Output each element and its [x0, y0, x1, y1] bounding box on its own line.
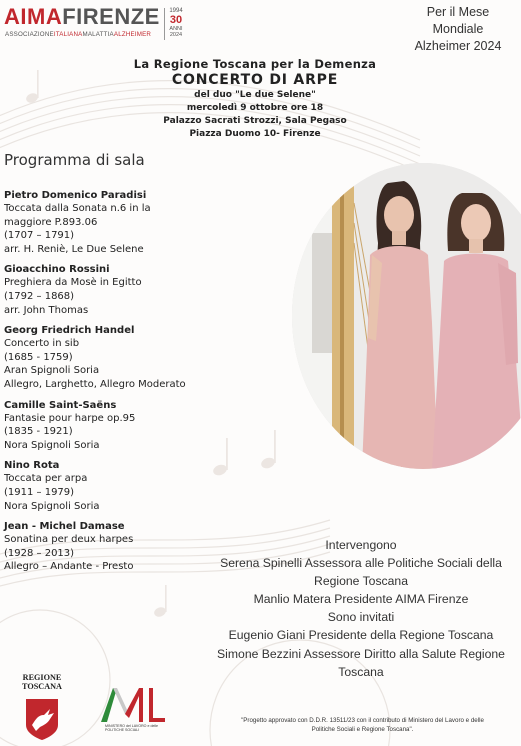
- piece-line: Nora Spignoli Soria: [4, 500, 100, 512]
- composer-name: Pietro Domenico Paradisi: [4, 190, 147, 201]
- piece-line: (1928 – 2013): [4, 547, 75, 559]
- duo-photo-illustration: [292, 163, 521, 469]
- logo-subtitle: [5, 31, 151, 38]
- pegaso-emblem-icon: [24, 697, 60, 741]
- program-item: [4, 459, 234, 513]
- piece-line: Toccata dalla Sonata n.6 in la: [4, 203, 151, 214]
- piece-line: (1707 – 1791): [4, 230, 75, 242]
- composer-name: Nino Rota: [4, 460, 60, 472]
- piece-line: (1685 - 1759): [4, 351, 73, 363]
- month-note-line: Mondiale: [432, 22, 484, 36]
- badge-number: 30: [169, 14, 183, 26]
- month-note-line: Per il Mese: [426, 5, 490, 19]
- speakers-heading: Intervengono: [325, 538, 397, 552]
- composer-name: Georg Friedrich Handel: [4, 325, 135, 337]
- invited-line: Toscana: [338, 664, 384, 679]
- event-address: Piazza Duomo 10- Firenze: [189, 129, 321, 139]
- piece-line: maggiore P.893.06: [4, 216, 98, 228]
- logo-sub-1: ASSOCIAZIONE: [5, 31, 54, 38]
- regione-text-line1: REGIONE: [22, 673, 62, 682]
- piece-line: arr. H. Reniè, Le Due Selene: [4, 243, 144, 255]
- piece-line: Fantasie pour harpe op.95: [4, 412, 136, 424]
- program-list: [4, 189, 234, 581]
- program-item: [4, 399, 234, 453]
- event-title: CONCERTO DI ARPE: [171, 72, 339, 88]
- speakers-section: [205, 536, 517, 681]
- project-footnote: [210, 716, 515, 734]
- logo-firenze-text: FIRENZE: [62, 4, 160, 29]
- logo-sub-2: ITALIANA: [53, 31, 83, 38]
- piece-line: (1835 - 1921): [4, 426, 73, 438]
- footnote-line: Politiche Sociali e Regione Toscana".: [311, 726, 414, 733]
- piece-line: Allegro, Larghetto, Allegro Moderato: [4, 378, 186, 390]
- regione-toscana-logo: [14, 673, 70, 745]
- composer-name: Camille Saint-Saëns: [4, 399, 117, 411]
- piece-line: (1911 – 1979): [4, 486, 75, 498]
- event-venue: Palazzo Sacrati Strozzi, Sala Pegaso: [163, 116, 347, 126]
- speaker-line: Serena Spinelli Assessora alle Politiche Sociali della: [220, 556, 502, 571]
- logo-aima-text: AIMA: [4, 4, 63, 29]
- logo-sub-3: MALATTIA: [82, 31, 114, 38]
- program-title: Programma di sala: [4, 151, 145, 169]
- piece-line: arr. John Thomas: [4, 304, 89, 316]
- speaker-line: Regione Toscana: [314, 574, 408, 589]
- piece-line: Aran Spignoli Soria: [4, 365, 100, 377]
- aima-firenze-logo: [4, 4, 183, 40]
- composer-name: Gioacchino Rossini: [4, 264, 110, 276]
- anniversary-badge: [164, 8, 187, 40]
- logo-sub-4: ALZHEIMER: [113, 31, 152, 38]
- event-date: mercoledì 9 ottobre ore 18: [186, 103, 324, 113]
- program-item: [4, 189, 234, 256]
- duo-photo: [292, 163, 521, 469]
- footnote-line: "Progetto approvato con D.D.R. 13511/23 con il contributo di Ministero del Lavoro e delle: [241, 717, 484, 724]
- logo-wordmark: [4, 6, 160, 28]
- badge-start-year: 1994: [169, 8, 183, 14]
- speaker-line: Manlio Matera Presidente AIMA Firenze: [253, 592, 469, 607]
- piece-line: Sonatina per deux harpes: [4, 534, 134, 546]
- invited-heading: Sono invitati: [327, 610, 395, 625]
- piece-line: Concerto in sib: [4, 338, 80, 350]
- program-item: [4, 263, 234, 317]
- composer-name: Jean - Michel Damase: [4, 521, 125, 533]
- badge-anni: ANNI: [169, 26, 183, 32]
- ministry-emblem-icon: [95, 684, 167, 724]
- ministero-lavoro-logo: [95, 684, 167, 740]
- piece-line: Toccata per arpa: [4, 473, 88, 485]
- regione-text-line2: TOSCANA: [22, 682, 62, 691]
- piece-line: (1792 – 1868): [4, 290, 75, 302]
- event-organizer: La Regione Toscana per la Demenza: [133, 57, 377, 71]
- program-item: [4, 520, 234, 574]
- piece-line: Allegro – Andante - Presto: [4, 561, 134, 573]
- event-performers: del duo "Le due Selene": [194, 90, 316, 100]
- world-month-note: [403, 4, 513, 55]
- badge-end-year: 2024: [169, 32, 183, 38]
- invited-line: Eugenio Giani Presidente della Regione Toscana: [228, 628, 494, 643]
- piece-line: Nora Spignoli Soria: [4, 439, 100, 451]
- invited-line: Simone Bezzini Assessore Diritto alla Salute Regione: [217, 646, 505, 661]
- event-heading: [90, 57, 420, 141]
- program-item: [4, 324, 234, 391]
- piece-line: Preghiera da Mosè in Egitto: [4, 277, 142, 289]
- ministry-name: MINISTERO del LAVORO e delle POLITICHE SOCIALI: [105, 724, 159, 733]
- month-note-line: Alzheimer 2024: [414, 39, 502, 53]
